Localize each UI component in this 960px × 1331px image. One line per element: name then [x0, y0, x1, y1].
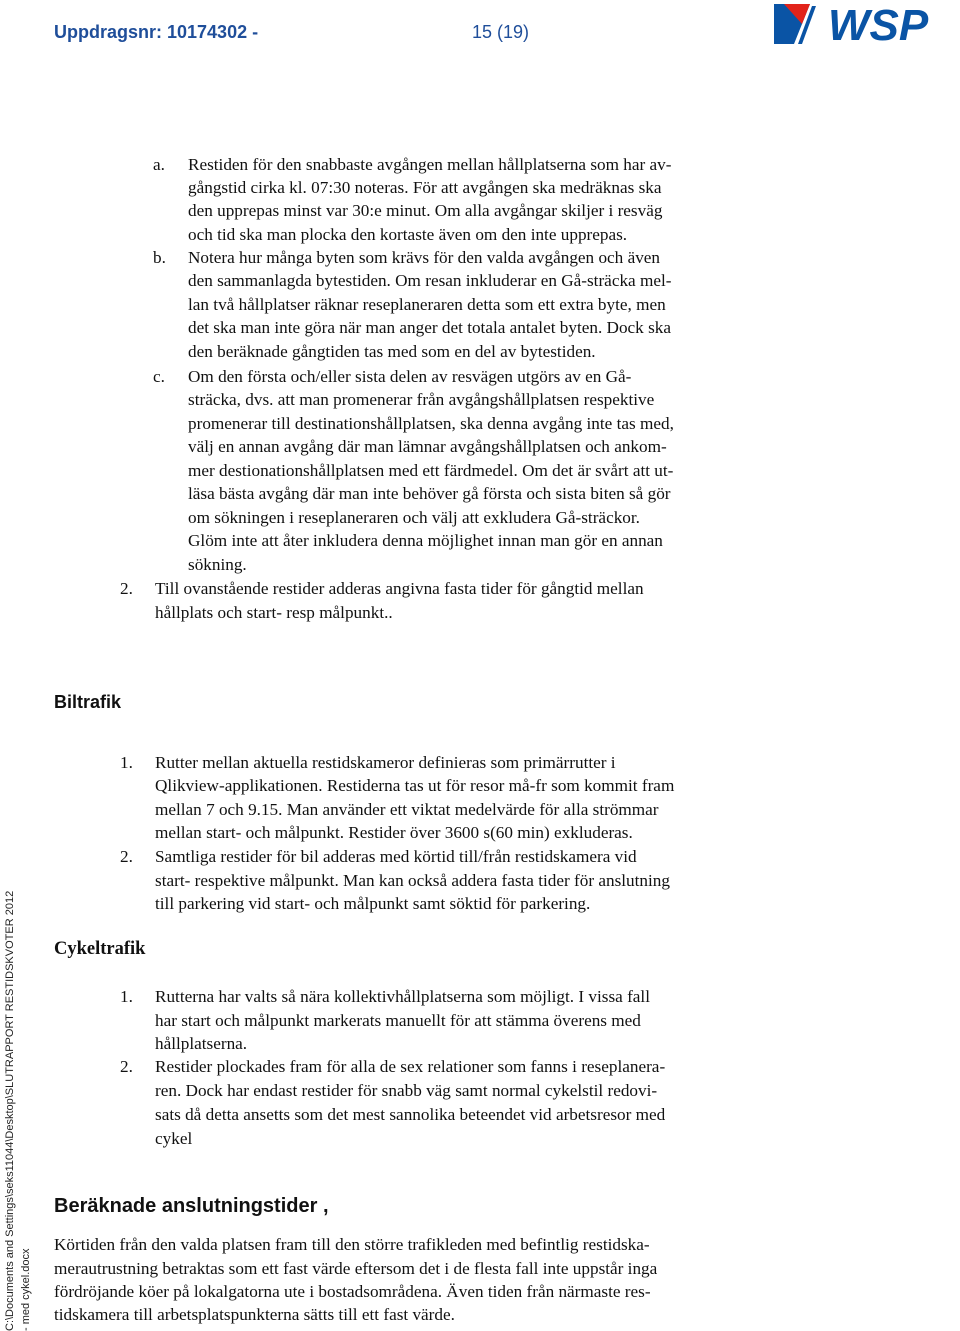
body-line: den upprepas minst var 30:e minut. Om alla avgångar skiljer i resväg [188, 201, 663, 220]
list-label-c: c. [153, 367, 165, 386]
heading-anslutningstider: Beräknade anslutningstider , [54, 1195, 329, 1217]
cykel-list-label-2: 2. [120, 1057, 133, 1076]
file-path-note [2, 871, 34, 1331]
wsp-logo [772, 2, 960, 46]
body-line: Körtiden från den valda platsen fram till den större trafikleden med befintlig restidska- [54, 1235, 650, 1254]
body-line: Rutter mellan aktuella restidskameror definieras som primärrutter i [155, 753, 616, 772]
file-path-line-1: C:\Documents and Settings\seks11044\Desktop\SLUTRAPPORT RESTIDSKVOTER 2012 [4, 890, 16, 1331]
body-line: Restider plockades fram för alla de sex relationer som fanns i reseplanera- [155, 1057, 666, 1076]
list-label-a: a. [153, 155, 165, 174]
body-line: merautrustning betraktas som ett fast värde eftersom det i de flesta fall inte uppstår inga [54, 1259, 658, 1278]
body-line: hållplats och start- resp målpunkt.. [155, 603, 393, 622]
body-line: mellan 7 och 9.15. Man använder ett viktat medelvärde för alla strömmar [155, 800, 659, 819]
body-line: till parkering vid start- och målpunkt samt söktid för parkering. [155, 894, 591, 913]
body-line: om sökningen i reseplaneraren och välj att exkludera Gå-sträckor. [188, 508, 640, 527]
body-line: mellan start- och målpunkt. Restider över 3600 s(60 min) exkluderas. [155, 823, 633, 842]
body-line: Glöm inte att åter inkludera denna möjlighet innan man gör en annan [188, 531, 663, 550]
body-line: har start och målpunkt markerats manuellt för att stämma överens med [155, 1011, 641, 1030]
bil-list-label-2: 2. [120, 847, 133, 866]
body-line: Om den första och/eller sista delen av resvägen utgörs av en Gå- [188, 367, 632, 386]
list-label-2: 2. [120, 579, 133, 598]
body-line: lan två hållplatser räknar reseplaneraren detta som ett extra byte, men [188, 295, 666, 314]
body-line: hållplatserna. [155, 1034, 248, 1053]
body-line: fördröjande köer på lokalgatorna ute i bostadsområdena. Även tiden från närmaste res- [54, 1282, 651, 1301]
body-line: gångstid cirka kl. 07:30 noteras. För att avgången ska medräknas ska [188, 178, 662, 197]
page-header [54, 22, 530, 43]
body-line: Restiden för den snabbaste avgången mellan hållplatserna som har av- [188, 155, 672, 174]
body-line: det ska man inte göra när man anger det totala antalet byten. Dock ska [188, 318, 671, 337]
body-line: promenerar till destinationshållplatsen, ska denna avgång inte tas med, [188, 414, 674, 433]
body-line: Qlikview-applikationen. Restiderna tas ut för resor må-fr som kommit fram [155, 776, 675, 795]
body-line: och tid ska man plocka den kortaste även om den inte upprepas. [188, 225, 628, 244]
body-line: start- respektive målpunkt. Man kan också addera fasta tider för anslutning [155, 871, 670, 890]
body-line: sträcka, dvs. att man promenerar från avgångshållplatsen respektive [188, 390, 655, 409]
body-line: sökning. [188, 555, 247, 574]
heading-biltrafik: Biltrafik [54, 692, 122, 712]
document-number: Uppdragsnr: 10174302 - [54, 22, 259, 42]
body-line: mer destionationshållplatsen med ett färdmedel. Om det är svårt att ut- [188, 461, 674, 480]
svg-text:WSP: WSP [828, 2, 929, 46]
body-line: Rutterna har valts så nära kollektivhållplatserna som möjligt. I vissa fall [155, 987, 650, 1006]
body-line: cykel [155, 1129, 193, 1148]
heading-cykeltrafik: Cykeltrafik [54, 939, 146, 959]
page-number: 15 (19) [472, 22, 530, 42]
body-line: välj en annan avgång där man lämnar avgångshållplatsen och ankom- [188, 437, 667, 456]
file-path-line-2: - med cykel.docx [20, 1248, 32, 1331]
list-label-b: b. [153, 248, 166, 267]
body-line: den sammanlagda bytestiden. Om resan inkluderar en Gå-sträcka mel- [188, 271, 672, 290]
body-line: Till ovanstående restider adderas angivna fasta tider för gångtid mellan [155, 579, 644, 598]
bil-list-label-1: 1. [120, 753, 133, 772]
body-line: sats då detta ansetts som det mest sannolika beteendet vid arbetsresor med [155, 1105, 666, 1124]
body-line: läsa bästa avgång där man inte behöver gå första och sista biten så gör [188, 484, 671, 503]
cykel-list-label-1: 1. [120, 987, 133, 1006]
body-line: Samtliga restider för bil adderas med körtid till/från restidskamera vid [155, 847, 637, 866]
body-line: tidskamera till arbetsplatspunkterna sätts till ett fast värde. [54, 1305, 455, 1324]
body-line: ren. Dock har endast restider för snabb väg samt normal cykelstil redovi- [155, 1081, 658, 1100]
body-line: den beräknade gångtiden tas med som en del av bytestiden. [188, 342, 596, 361]
body-line: Notera hur många byten som krävs för den valda avgången och även [188, 248, 661, 267]
